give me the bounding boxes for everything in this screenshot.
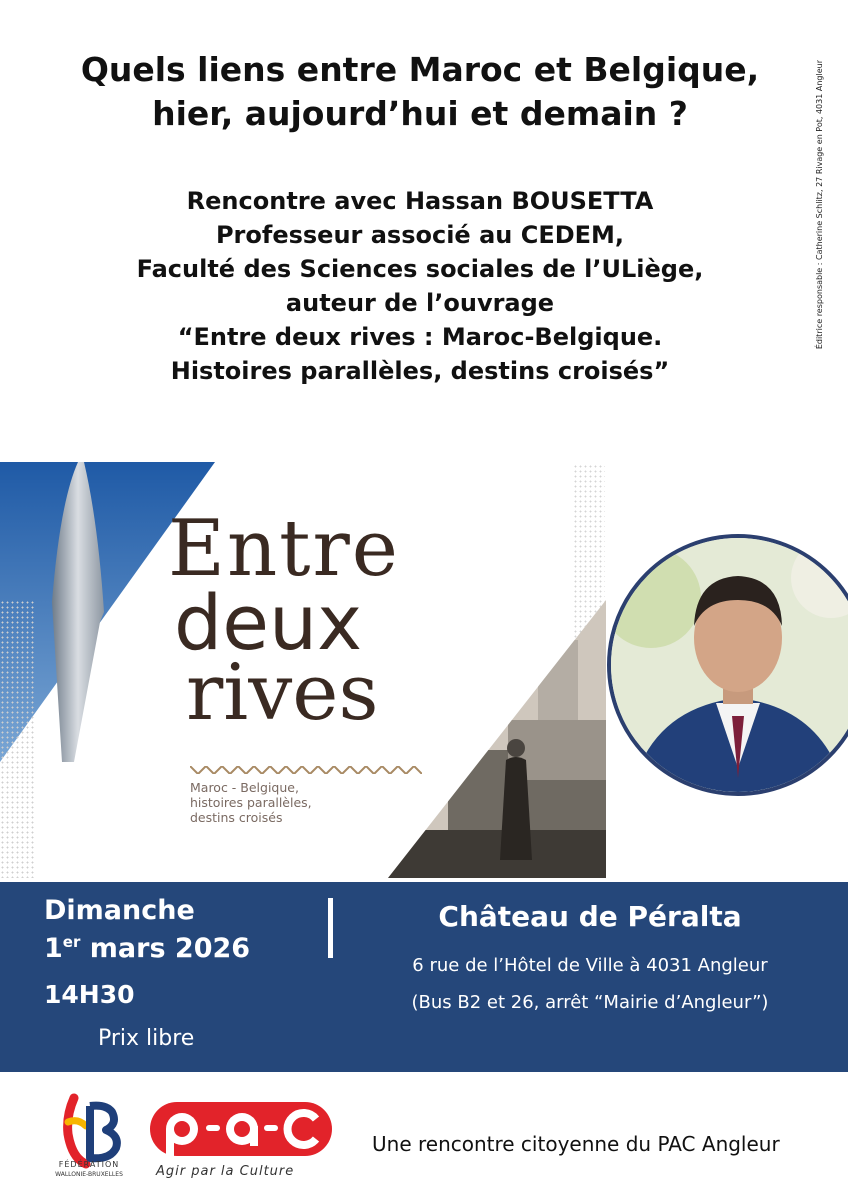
speaker-info (120, 184, 720, 388)
event-title (40, 48, 800, 136)
book-subtitle-line-2: histoires parallèles, (190, 795, 312, 810)
book-title-word-1: Entre (168, 504, 400, 594)
book-subtitle (190, 780, 390, 825)
speaker-line-3: Faculté des Sciences sociales de l’ULiège, (136, 255, 704, 283)
book-subtitle-line-1: Maroc - Belgique, (190, 780, 299, 795)
info-divider (328, 898, 333, 958)
fwb-text-line-1: FÉDÉRATION (58, 1160, 120, 1169)
publisher-note-text: Éditrice responsable : Catherine Schlitz, 27 Rivage en Pot, 4031 Angleur (815, 60, 824, 350)
event-time: 14H30 (44, 980, 135, 1009)
event-price: Prix libre (98, 1026, 195, 1051)
speaker-line-4: auteur de l’ouvrage (285, 289, 555, 317)
event-address: 6 rue de l’Hôtel de Ville à 4031 Angleur (412, 955, 768, 976)
event-venue: Château de Péralta (438, 900, 742, 933)
event-bus-info: (Bus B2 et 26, arrêt “Mairie d’Angleur”) (411, 992, 769, 1013)
speaker-line-1: Rencontre avec Hassan BOUSETTA (186, 187, 654, 215)
event-date-month-year: mars 2026 (80, 933, 251, 964)
speaker-line-6: Histoires parallèles, destins croisés” (170, 357, 670, 385)
publisher-note (815, 60, 829, 350)
event-date (44, 926, 250, 965)
footer-text: Une rencontre citoyenne du PAC Angleur (372, 1132, 780, 1156)
event-day: Dimanche (44, 895, 195, 926)
book-title (168, 504, 498, 738)
event-date-number: 1 (44, 933, 63, 964)
speaker-line-2: Professeur associé au CEDEM, (215, 221, 625, 249)
event-date-suffix: er (62, 933, 81, 951)
speaker-line-5: “Entre deux rives : Maroc-Belgique. (177, 323, 663, 351)
book-subtitle-line-3: destins croisés (190, 810, 283, 825)
dotted-pattern-left (0, 600, 34, 878)
title-line-2: hier, aujourd’hui et demain ? (152, 94, 688, 133)
pac-tagline: Agir par la Culture (156, 1164, 295, 1179)
pac-logo-icon (150, 1098, 332, 1160)
fwb-text-line-2: WALLONIE-BRUXELLES (55, 1171, 123, 1178)
portrait-illustration (611, 538, 848, 792)
book-title-word-3: rives (186, 648, 379, 738)
zigzag-ornament (190, 766, 422, 774)
fwb-logo-text (44, 1160, 134, 1180)
book-title-word-2: deux (174, 578, 363, 667)
title-line-1: Quels liens entre Maroc et Belgique, (80, 50, 760, 89)
